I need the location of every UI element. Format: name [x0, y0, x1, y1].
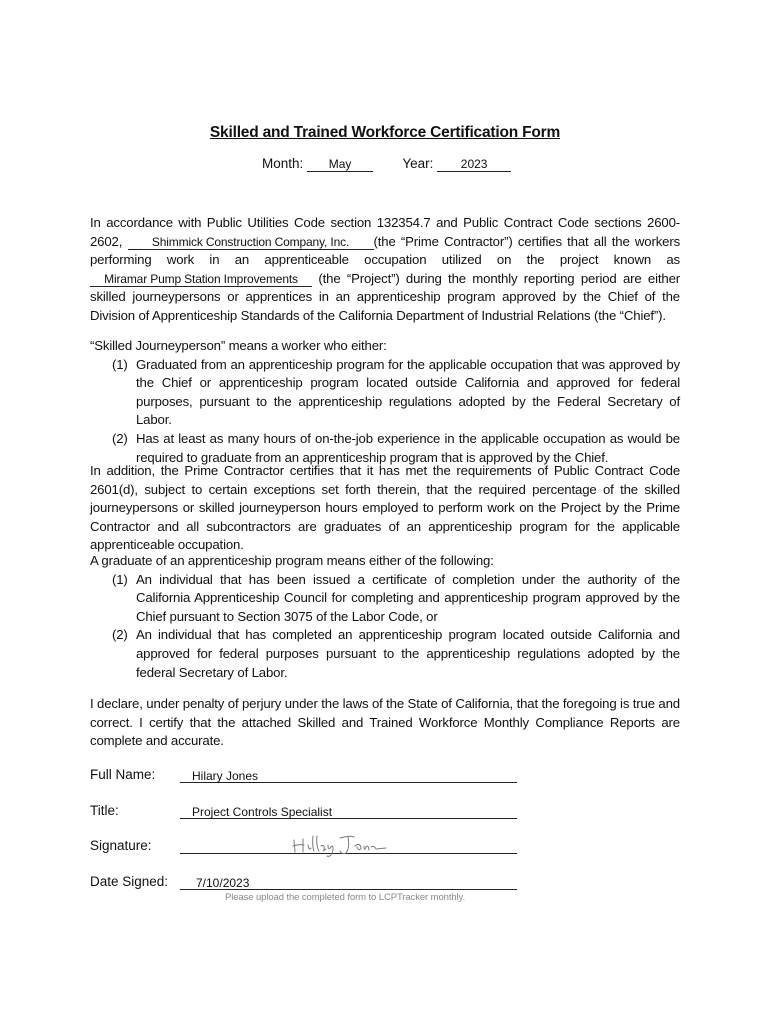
form-title: Skilled and Trained Workforce Certification Form — [209, 124, 561, 141]
skilled-list — [90, 356, 680, 468]
signature-row — [90, 838, 180, 853]
month-label: Month: — [262, 156, 304, 171]
date-signed-label: Date Signed: — [90, 874, 169, 889]
title-field[interactable]: Project Controls Specialist — [180, 805, 517, 819]
skilled-heading: “Skilled Journeyperson” means a worker who either: — [90, 338, 387, 353]
project-name-field[interactable]: Miramar Pump Station Improvements — [90, 272, 312, 287]
signature-label: Signature: — [90, 838, 152, 853]
upload-note: Please upload the completed form to LCPTracker monthly. — [225, 892, 466, 903]
skilled-section — [90, 337, 680, 467]
list-item — [90, 356, 680, 430]
intro-paragraph — [90, 214, 680, 326]
list-number: (2) — [112, 430, 128, 446]
month-year-row — [262, 156, 511, 172]
intro-text-2: (the “Prime Contractor”) certifies that all the workers performing work in an apprenticeable occupation utilized on the project known as — [90, 233, 681, 268]
list-text: Graduated from an apprenticeship program for the applicable occupation that was approved by the Chief or apprenticeship program located outside California and approved for federal purposes, pursuant to the apprenticeship regulations adopted by the Federal Secretary of Labor. — [136, 356, 680, 428]
graduate-section — [90, 552, 680, 682]
contractor-name-field[interactable]: Shimmick Construction Company, Inc. — [128, 235, 374, 250]
signature-field[interactable] — [180, 840, 517, 854]
list-item — [90, 571, 680, 627]
intro-text-1: In accordance with Public Utilities Code section 132354.7 and Public Contract Code sections 2600-2602, — [90, 215, 680, 249]
addition-paragraph: In addition, the Prime Contractor certifies that it has met the requirements of Public Contract Code 2601(d), subject to certain exceptions set forth therein, that the required percentage of the skilled journeypersons or skilled journeyperson hours employed to perform work on the Project by the Prime Contractor and all subcontractors are graduates of an apprenticeship program for the applicable apprenticeable occupation. — [90, 463, 680, 553]
date-signed-field[interactable]: 7/10/2023 — [180, 876, 517, 890]
list-item — [90, 626, 680, 682]
year-label: Year: — [402, 156, 434, 171]
full-name-row — [90, 767, 259, 783]
list-number: (2) — [112, 627, 128, 643]
full-name-field[interactable]: Hilary Jones — [180, 769, 517, 783]
full-name-label: Full Name: — [90, 767, 156, 782]
date-signed-row — [90, 874, 250, 890]
title-label: Title: — [90, 803, 119, 818]
handwritten-signature — [290, 832, 400, 858]
month-field[interactable]: May — [307, 158, 373, 172]
title-row — [90, 803, 333, 819]
graduate-heading: A graduate of an apprenticeship program means either of the following: — [90, 553, 494, 568]
list-text: Has at least as many hours of on-the-job experience in the applicable occupation as would be required to graduate from an apprenticeship program that is approved by the Chief. — [136, 430, 680, 465]
list-number: (1) — [112, 571, 128, 587]
list-text: An individual that has completed an apprenticeship program located outside California and approved for federal purposes pursuant to the apprenticeship regulations adopted by the federal Secretary of Labor. — [136, 627, 680, 680]
intro-text-3: (the “Project”) during the monthly reporting period are either skilled journeypersons or apprentices in an apprenticeship program approved by the Chief of the Division of Apprenticeship Standards of the California Department of Industrial Relations (the “Chief”). — [90, 270, 681, 323]
year-field[interactable]: 2023 — [437, 158, 511, 172]
graduate-list — [90, 571, 680, 683]
list-text: An individual that has been issued a certificate of completion under the authority of the California Apprenticeship Council for completing and apprenticeship program approved by the Chief pursuant to Section 3075 of the Labor Code, or — [136, 571, 680, 624]
declaration-paragraph: I declare, under penalty of perjury under the laws of the State of California, that the foregoing is true and correct. I certify that the attached Skilled and Trained Workforce Monthly Compliance Reports are complete and accurate. — [90, 696, 680, 749]
list-number: (1) — [112, 356, 128, 372]
